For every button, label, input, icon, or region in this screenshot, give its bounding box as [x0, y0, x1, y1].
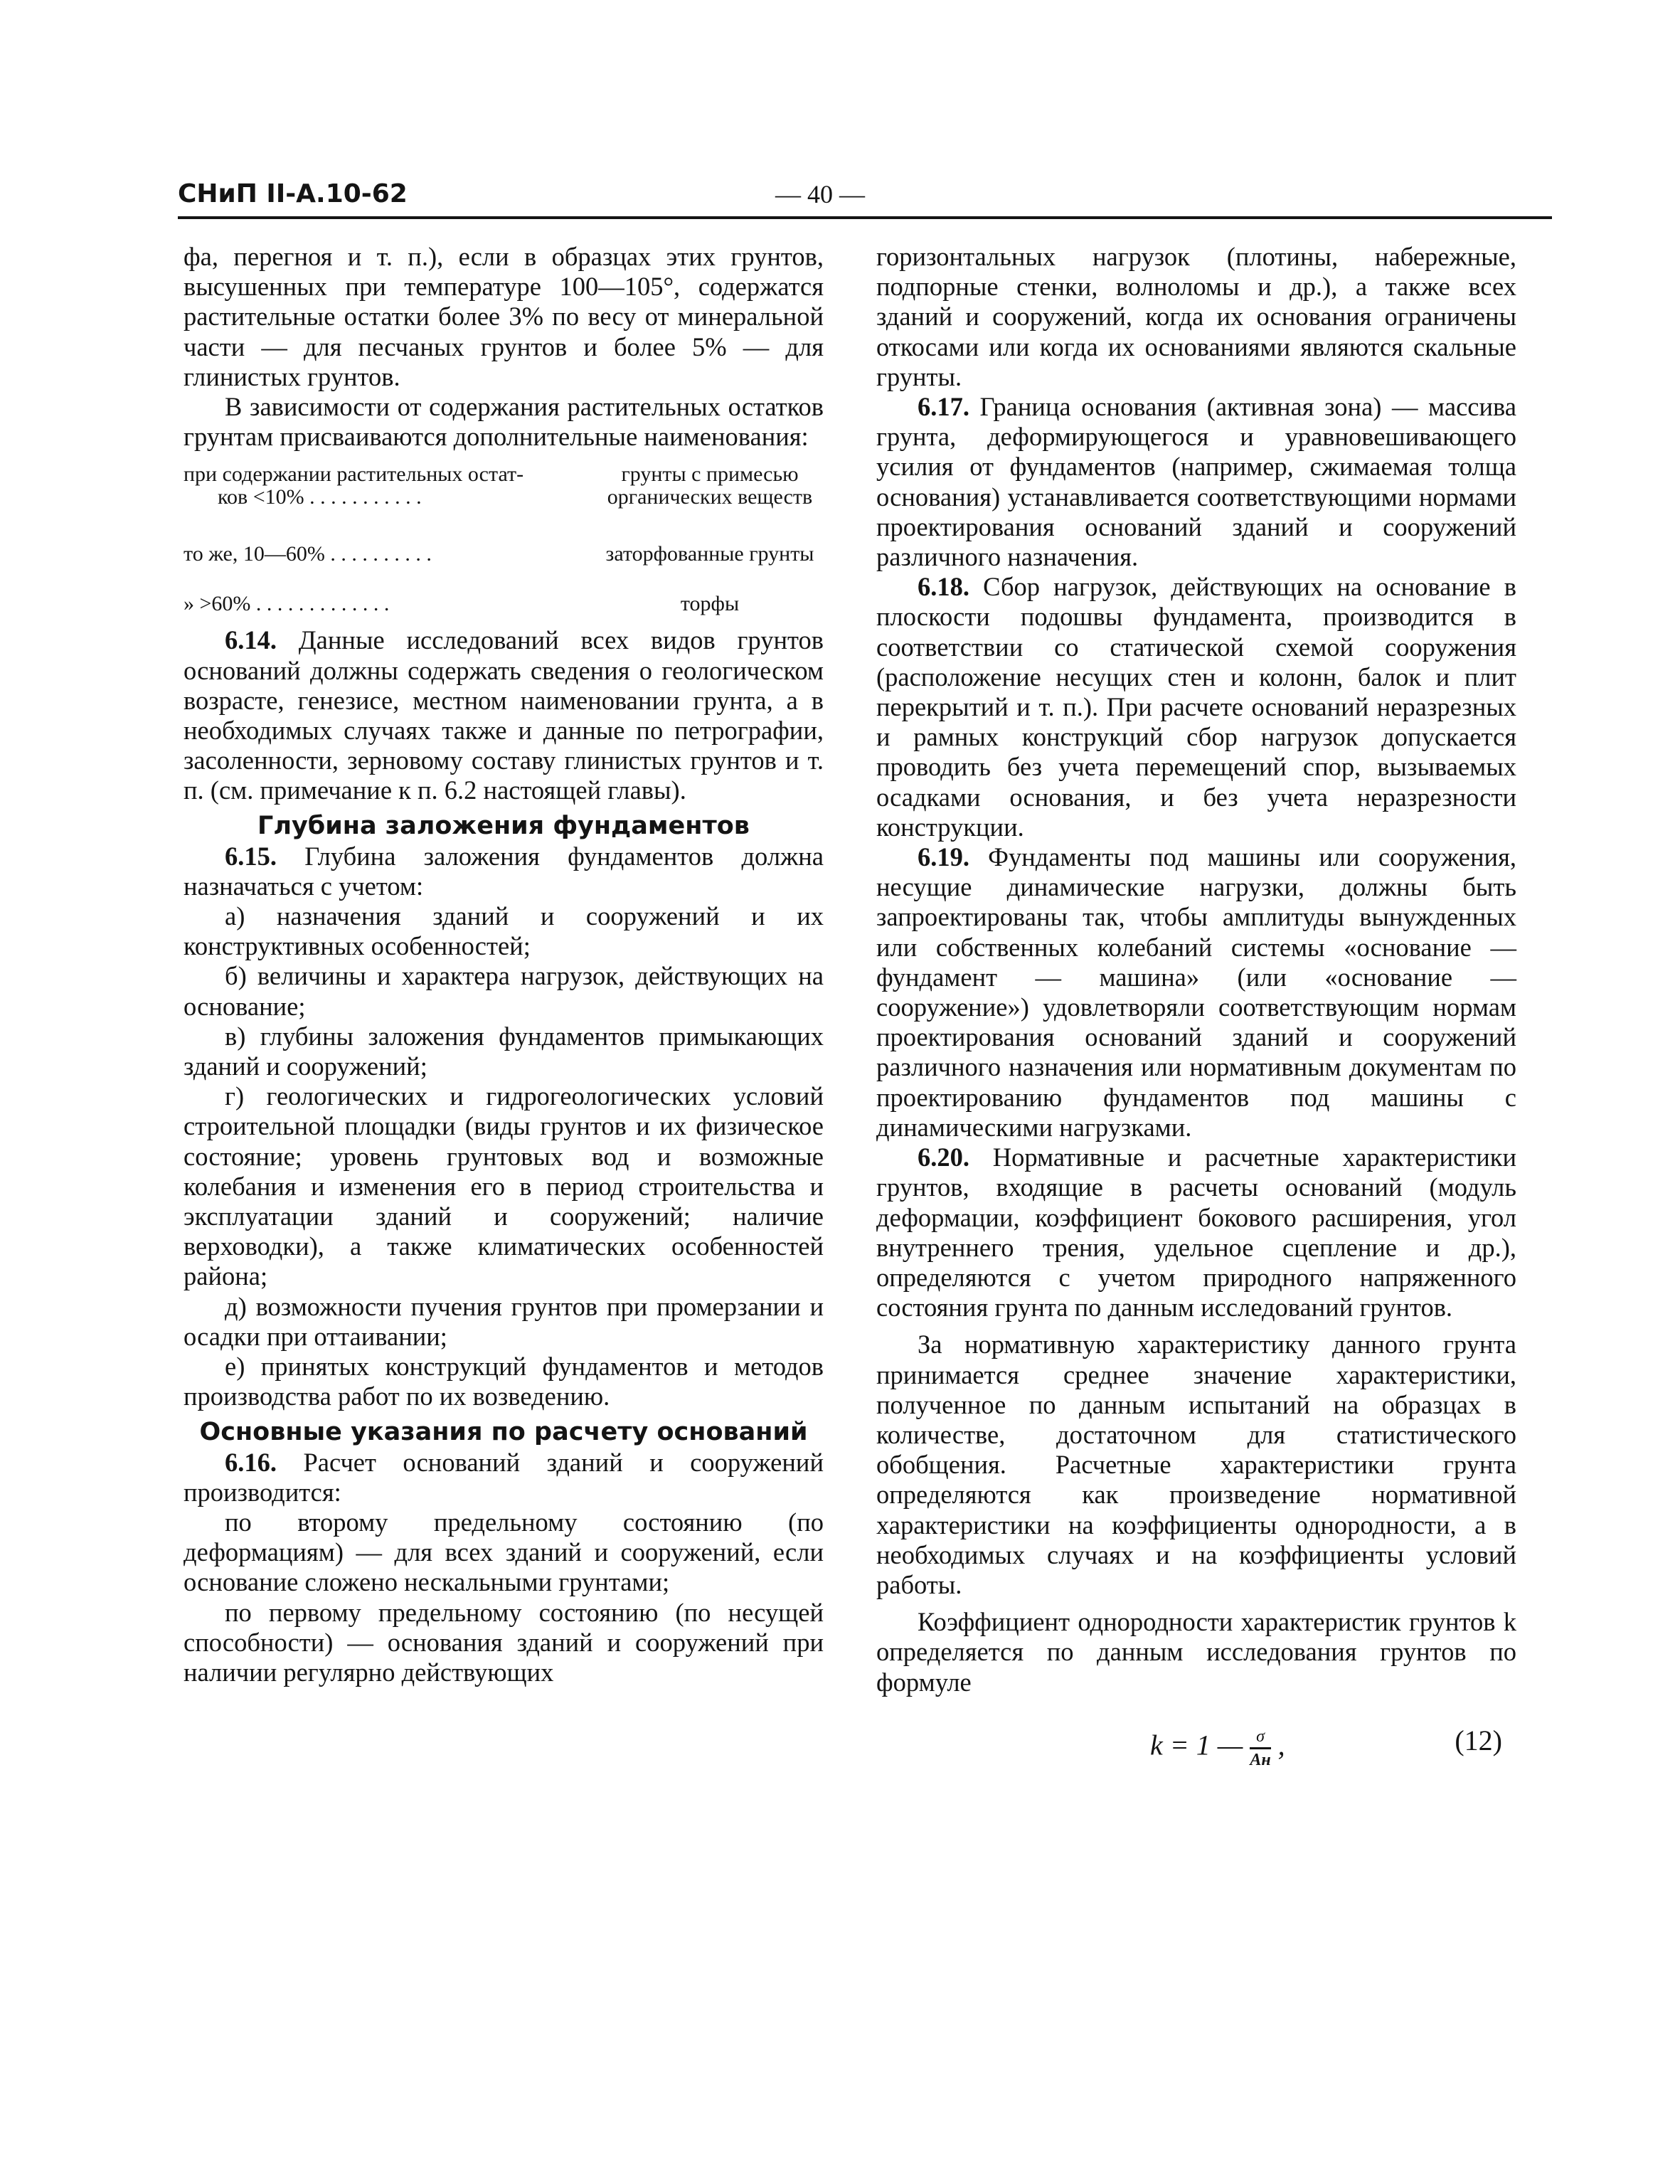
section-heading-calculation: Основные указания по расчету оснований: [199, 1417, 808, 1446]
clause-6-17: 6.17. Граница основания (активная зона) — массива грунта, деформирующегося и уравновешивающего усилия от фундаментов (например, сжимаемая толща основания) устанавливается соответствующими нормами проектирования оснований зданий и сооружений различного назначения.: [876, 392, 1516, 572]
formula-12: [876, 1712, 1516, 1790]
table-cell-name: торфы: [680, 592, 740, 616]
table-cell-condition: при содержании растительных остат-: [184, 462, 524, 487]
clause-6-14: 6.14. Данные исследований всех видов грунтов оснований должны содержать сведения о геологическом возрасте, генезисе, местном наименовании грунта, а в необходимых случаях также и данные по петрографии, засоленности, зерновому составу глинистых грунтов и т. п. (см. примечание к п. 6.2 настоящей главы).: [184, 625, 824, 805]
page-number: — 40 —: [775, 180, 865, 208]
paragraph-naming: В зависимости от содержания растительных остатков грунтам присваиваются дополнительные наименования:: [184, 392, 824, 452]
list-item: е) принятых конструкций фундаментов и методов производства работ по их возведению.: [184, 1352, 824, 1411]
table-cell-condition: то же, 10—60% . . . . . . . . . .: [184, 542, 432, 566]
list-item: д) возможности пучения грунтов при промерзании и осадки при оттаивании;: [184, 1291, 824, 1351]
left-column: [184, 242, 824, 1687]
formula-number: (12): [1455, 1724, 1502, 1756]
list-item: в) глубины заложения фундаментов примыкающих зданий и сооружений;: [184, 1021, 824, 1081]
clause-number: 6.14.: [225, 625, 277, 655]
table-row: [184, 593, 824, 618]
residue-naming-table: [184, 463, 824, 618]
right-column: [876, 242, 1516, 1790]
clause-number: 6.20.: [918, 1143, 969, 1172]
list-item: б) величины и характера нагрузок, действующих на основание;: [184, 961, 824, 1021]
clause-6-16: 6.16. Расчет оснований зданий и сооружений производится:: [184, 1447, 824, 1507]
table-row: [184, 463, 824, 543]
paragraph-coefficient: Коэффициент однородности характеристик грунтов k определяется по данным исследования грунтов по формуле: [876, 1607, 1516, 1697]
clause-6-18: 6.18. Сбор нагрузок, действующих на основание в плоскости подошвы фундамента, производится в соответствии со статической схемой сооружения (расположение несущих стен и колонн, балок и плит перекрытий и т. п.). При расчете оснований неразрезных и рамных конструкций сбор нагрузок допускается проводить без учета перемещений спор, вызываемых осадками основания, и без учета неразрезности конструкции.: [876, 572, 1516, 842]
header-rule: [178, 216, 1552, 219]
table-cell-name: грунты с примесью органических веществ: [607, 462, 813, 509]
table-cell-name: заторфованные грунты: [605, 542, 814, 566]
formula-expression: k = 1 — $\frac{\sigma}{Aн}$ ,: [1150, 1727, 1285, 1769]
table-row: [184, 543, 824, 593]
clause-6-15: 6.15. Глубина заложения фундаментов должна назначаться с учетом:: [184, 841, 824, 901]
table-cell-condition: » >60% . . . . . . . . . . . . .: [184, 592, 390, 616]
table-cell-condition: ков <10% . . . . . . . . . . .: [218, 485, 422, 509]
list-item: г) геологических и гидрогеологических условий строительной площадки (виды грунтов и их физическое состояние; уровень грунтовых вод и возможные колебания и изменения его в период строительства и эксплуатации зданий и сооружений; наличие верховодки), а также климатических особенностей района;: [184, 1081, 824, 1291]
clause-number: 6.15.: [225, 841, 277, 871]
page-header: [178, 179, 1552, 219]
paragraph-continued: горизонтальных нагрузок (плотины, набережные, подпорные стенки, волноломы и др.), а также всех зданий и сооружений, когда их основания ограничены откосами или когда их основаниями являются скальные грунты.: [876, 242, 1516, 391]
paragraph-continued: фа, перегноя и т. п.), если в образцах этих грунтов, высушенных при температуре 100—105°, содержатся растительные остатки более 3% по весу от минеральной части — для песчаных грунтов и более 5% — для глинистых грунтов.: [184, 242, 824, 391]
paragraph-first-limit-state: по первому предельному состоянию (по несущей способности) — основания зданий и сооружений при наличии регулярно действующих: [184, 1597, 824, 1687]
paragraph-second-limit-state: по второму предельному состоянию (по деформациям) — для всех зданий и сооружений, если основание сложено нескальными грунтами;: [184, 1507, 824, 1597]
clause-number: 6.17.: [918, 392, 969, 422]
clause-number: 6.18.: [918, 572, 969, 602]
clause-6-20: 6.20. Нормативные и расчетные характеристики грунтов, входящие в расчеты оснований (модуль деформации, коэффициент бокового расширения, угол внутреннего трения, удельное сцепление и др.), определяются с учетом природного напряженного состояния грунта по данным исследований грунтов.: [876, 1143, 1516, 1322]
clause-number: 6.19.: [918, 842, 969, 872]
clause-6-19: 6.19. Фундаменты под машины или сооружения, несущие динамические нагрузки, должны быть запроектированы так, чтобы амплитуды вынужденных или собственных колебаний системы «основание — фундамент — машина» (или «основание — сооружение») удовлетворяли соответствующим нормам проектирования оснований зданий и сооружений различного назначения или нормативным документам по проектированию фундаментов под машины с динамическими нагрузками.: [876, 842, 1516, 1142]
paragraph-normative: За нормативную характеристику данного грунта принимается среднее значение характеристики, полученное по данным испытаний на образцах в количестве, достаточном для статистического обобщения. Расчетные характеристики грунта определяются как произведение нормативной характеристики на коэффициенты однородности, а в необходимых случаях и на коэффициенты условий работы.: [876, 1330, 1516, 1599]
clause-number: 6.16.: [225, 1447, 277, 1477]
section-heading-depth: Глубина заложения фундаментов: [257, 811, 750, 840]
document-code: СНиП II-А.10-62: [178, 179, 408, 208]
list-item: а) назначения зданий и сооружений и их конструктивных особенностей;: [184, 901, 824, 961]
formula-fraction: $\frac{\sigma}{Aн}$: [1250, 1727, 1271, 1769]
